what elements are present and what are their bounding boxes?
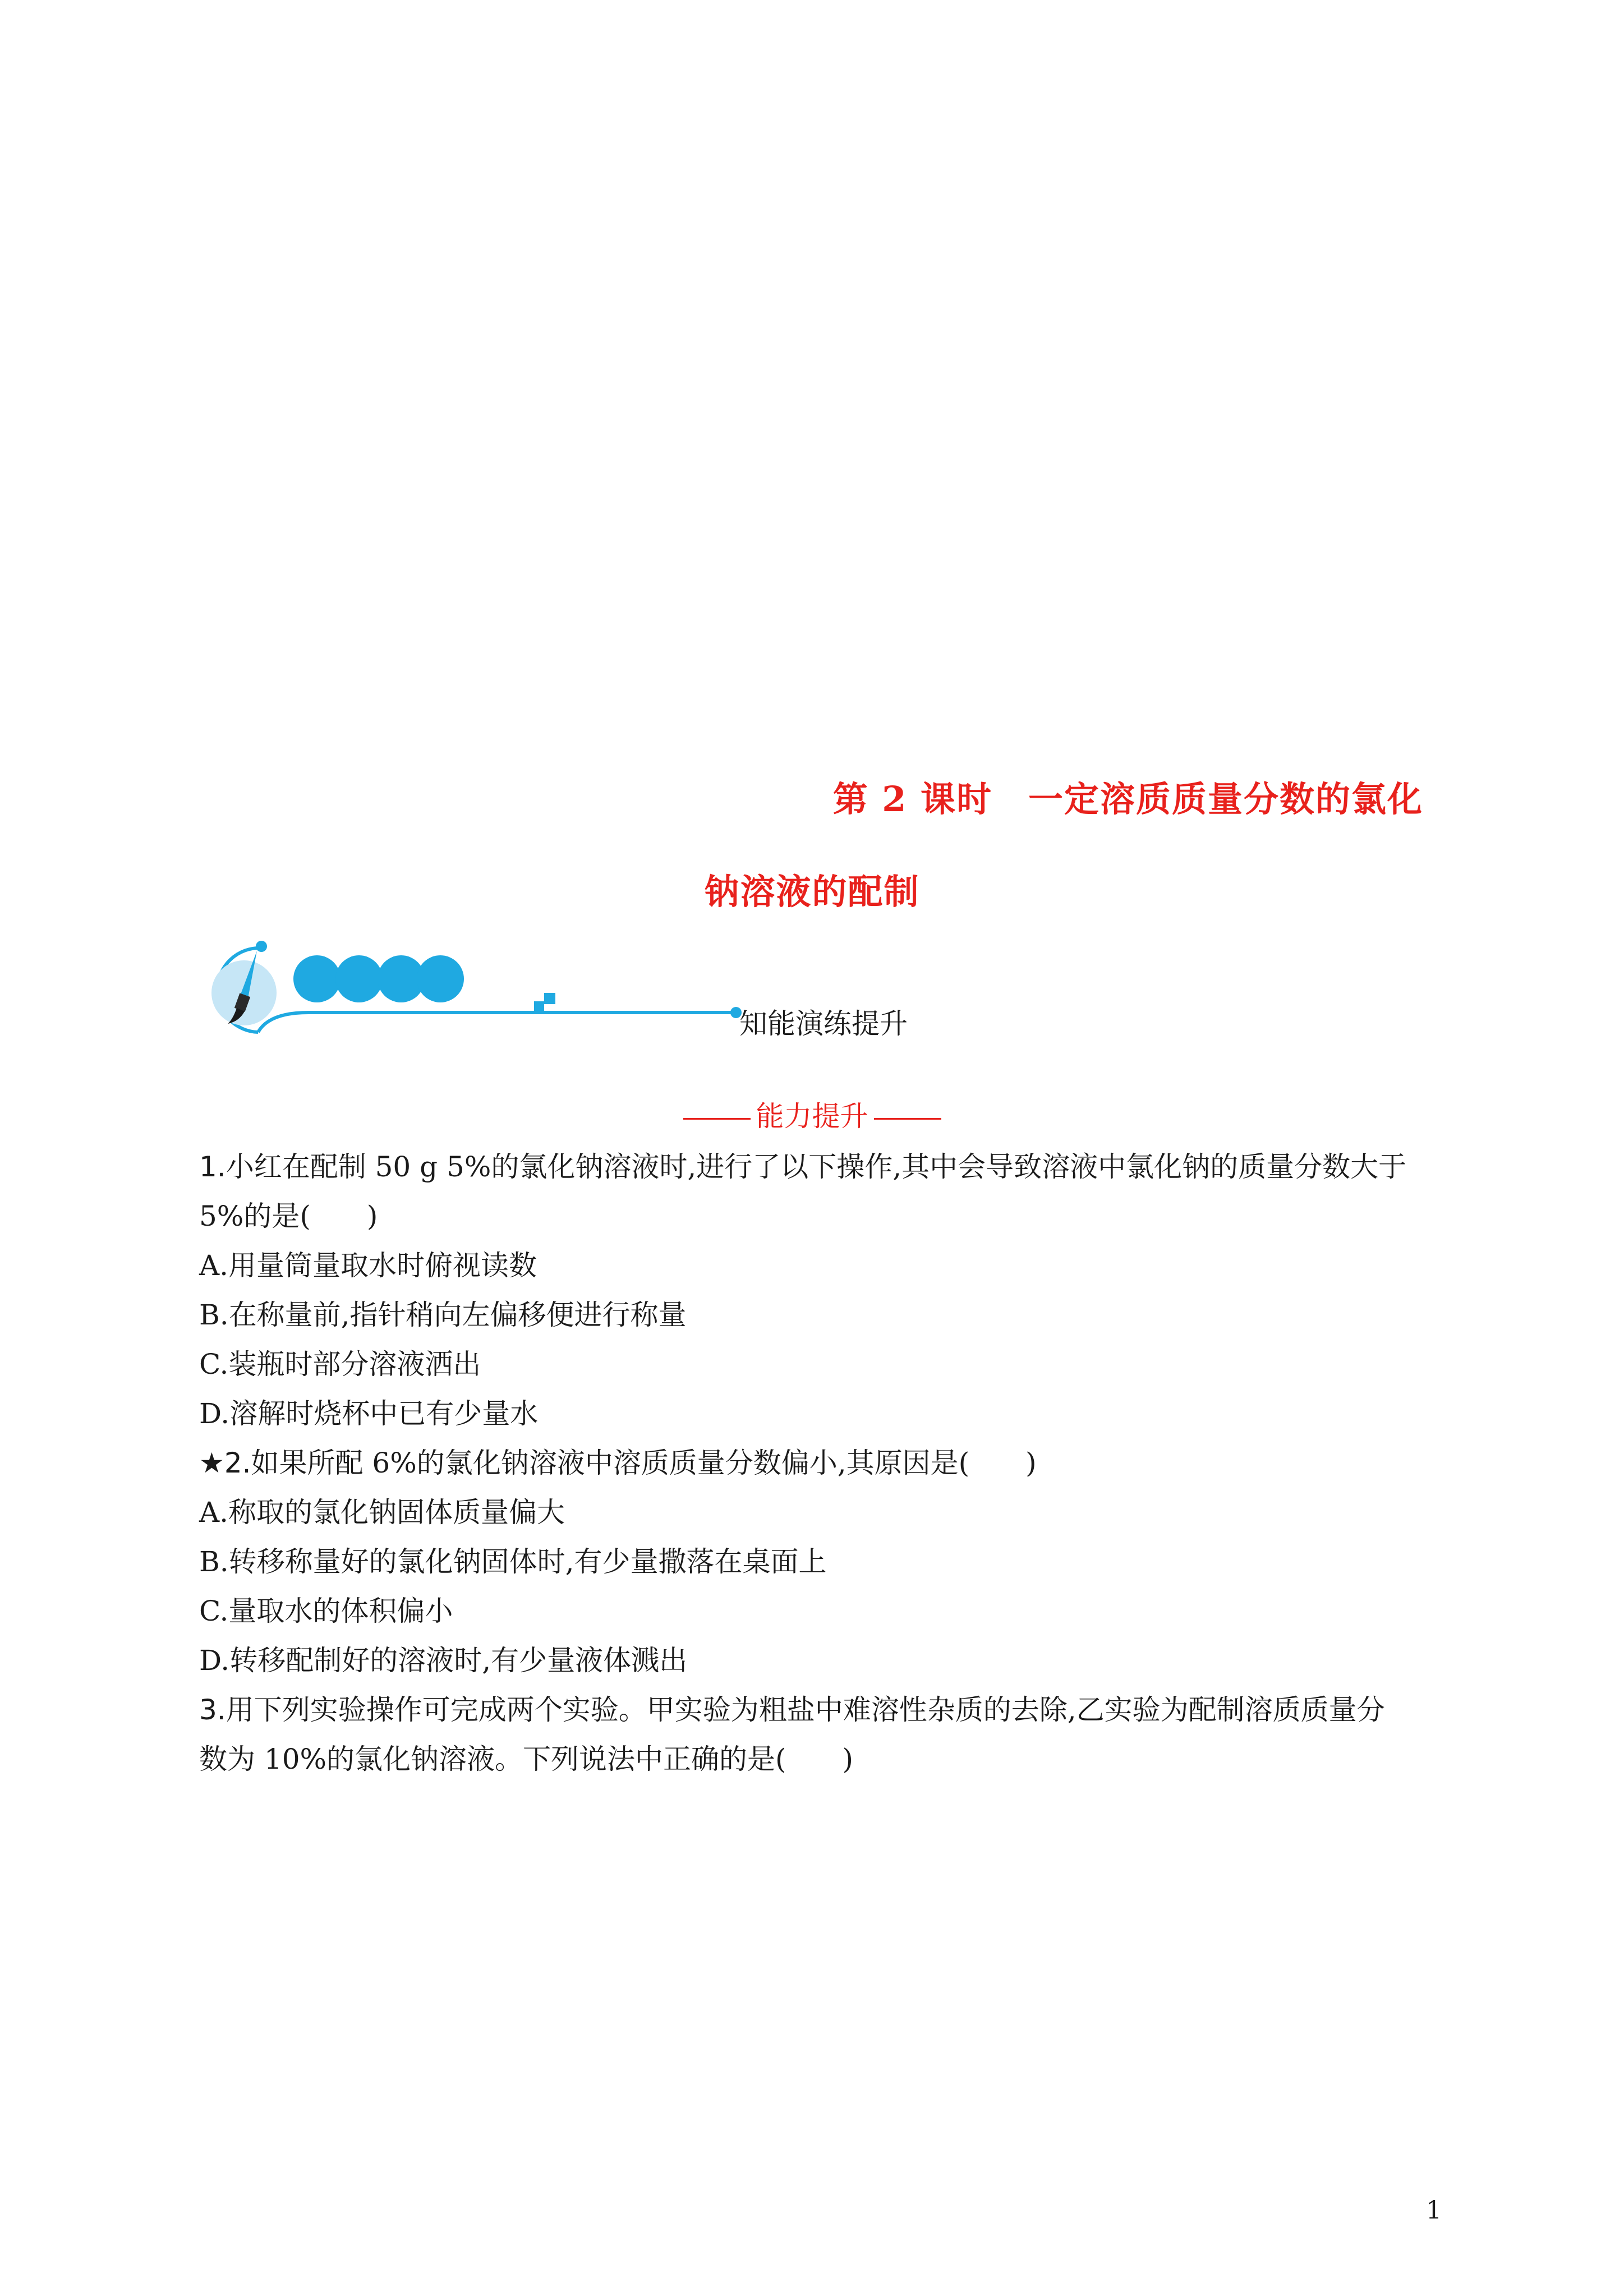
question-3-stem-line-1 bbox=[199, 1687, 1385, 1728]
banner-line bbox=[258, 1013, 735, 1032]
question-1-stem-line-2: 5%的是( ) bbox=[199, 1200, 378, 1232]
question-1-option-a: A.用量筒量取水时俯视读数 bbox=[199, 1249, 537, 1282]
heading-rule-left bbox=[683, 1118, 751, 1120]
question-number: 3. bbox=[199, 1694, 226, 1726]
banner-label: 知能演练提升 bbox=[739, 1007, 908, 1040]
question-1-stem-line-1 bbox=[199, 1144, 1406, 1185]
question-text: 小红在配制 50 g 5%的氯化钠溶液时,进行了以下操作,其中会导致溶液中氯化钠的质量分数大于 bbox=[226, 1151, 1407, 1183]
decorative-dots bbox=[293, 955, 464, 1002]
heading-rule-right bbox=[874, 1118, 941, 1120]
page-title-line-1: 第 2 课时 一定溶质质量分数的氯化 bbox=[832, 779, 1423, 820]
small-squares-icon bbox=[534, 993, 555, 1011]
question-1-option-c: C.装瓶时部分溶液洒出 bbox=[199, 1348, 481, 1381]
page-title-line-2: 钠溶液的配制 bbox=[704, 871, 920, 912]
paintbrush-icon bbox=[211, 941, 277, 1032]
question-2-option-b: B.转移称量好的氯化钠固体时,有少量撒落在桌面上 bbox=[199, 1545, 827, 1578]
question-2-option-a: A.称取的氯化钠固体质量偏大 bbox=[199, 1496, 565, 1529]
question-1-option-d: D.溶解时烧杯中已有少量水 bbox=[199, 1397, 539, 1430]
question-text: 如果所配 6%的氯化钠溶液中溶质质量分数偏小,其原因是( ) bbox=[251, 1447, 1037, 1479]
question-2-option-d: D.转移配制好的溶液时,有少量液体溅出 bbox=[199, 1644, 688, 1677]
section-heading-text: 能力提升 bbox=[756, 1100, 868, 1133]
question-1-option-b: B.在称量前,指针稍向左偏移便进行称量 bbox=[199, 1299, 687, 1331]
section-heading bbox=[0, 1094, 1624, 1134]
question-2-option-c: C.量取水的体积偏小 bbox=[199, 1595, 453, 1627]
question-2-stem-line-1 bbox=[199, 1441, 1037, 1481]
question-number: 1. bbox=[199, 1151, 226, 1183]
question-number: ★2. bbox=[199, 1447, 251, 1479]
question-3-stem-line-2: 数为 10%的氯化钠溶液。下列说法中正确的是( ) bbox=[199, 1743, 854, 1775]
question-text: 用下列实验操作可完成两个实验。甲实验为粗盐中难溶性杂质的去除,乙实验为配制溶质质量分 bbox=[226, 1694, 1385, 1726]
page-number: 1 bbox=[1426, 2196, 1442, 2225]
